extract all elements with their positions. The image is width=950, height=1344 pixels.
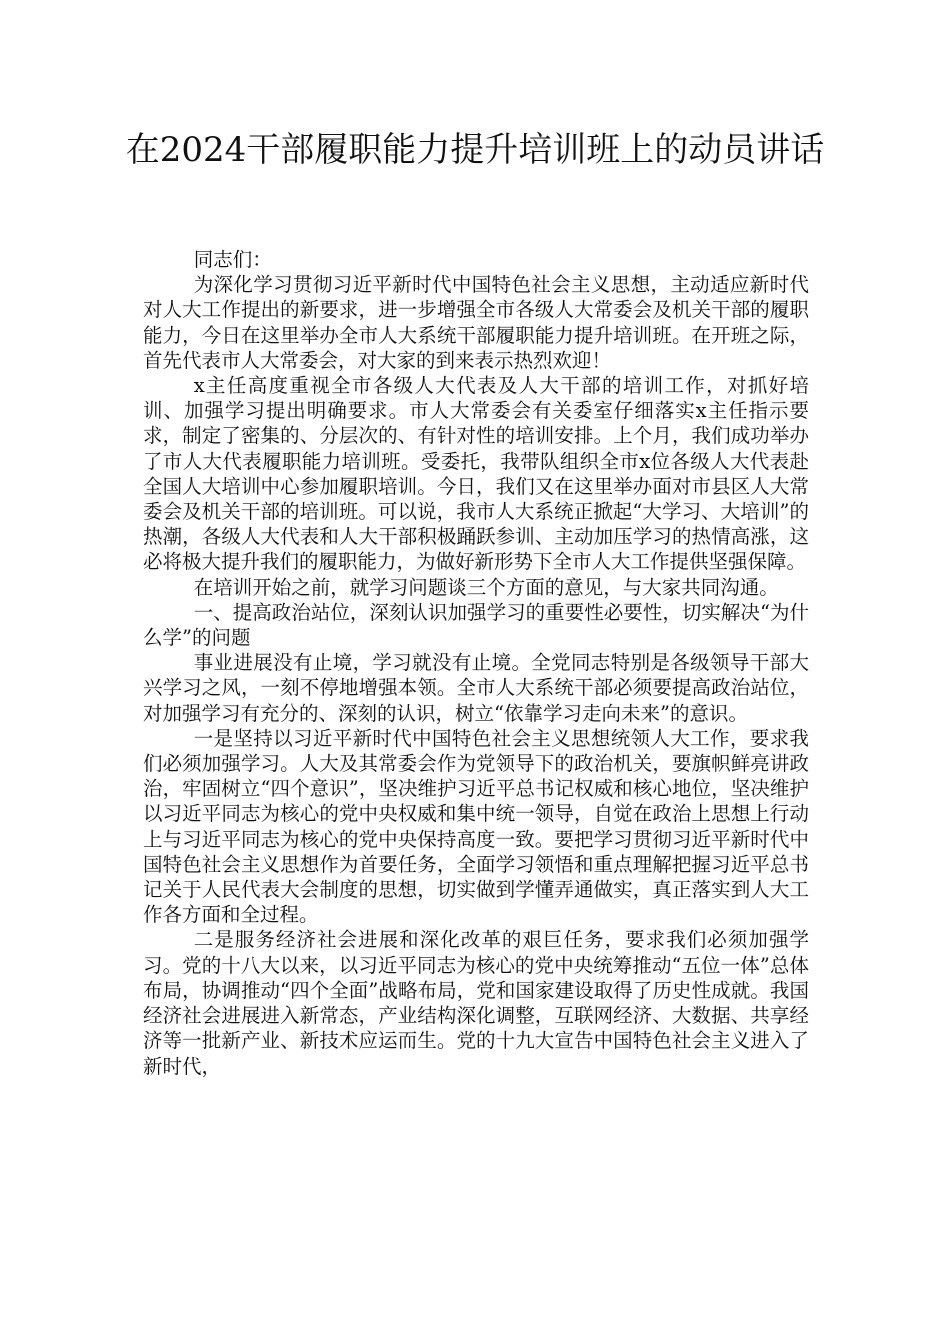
paragraph-opening: 为深化学习贯彻习近平新时代中国特色社会主义思想，主动适应新时代对人大工作提出的新要求，进一步增强全市各级人大常委会及机关干部的履职能力，今日在这里举办全市人大系统干部履职能力提升培训班。在开班之际，首先代表市人大常委会，对大家的到来表示热烈欢迎！ (143, 273, 809, 372)
section-heading-1: 一、提高政治站位，深刻认识加强学习的重要性必要性，切实解决“为什么学”的问题 (143, 600, 809, 650)
paragraph-intro: 在培训开始之前，就学习问题谈三个方面的意见，与大家共同沟通。 (193, 575, 779, 599)
paragraph-point-one: 一是坚持以习近平新时代中国特色社会主义思想统领人大工作，要求我们必须加强学习。人大及其常委会作为党领导下的政治机关，要旗帜鲜亮讲政治，牢固树立“四个意识”，坚决维护习近平总书记权威和核心地位，坚决维护以习近平同志为核心的党中央权威和集中统一领导，自觉在政治上思想上行动上与习近平同志为核心的党中央保持高度一致。要把学习贯彻习近平新时代中国特色社会主义思想作为首要任务，全面学习领悟和重点理解把握习近平总书记关于人民代表大会制度的思想，切实做到学懂弄通做实，真正落实到人大工作各方面和全过程。 (143, 726, 809, 927)
paragraph-training-work: x主任高度重视全市各级人大代表及人大干部的培训工作，对抓好培训、加强学习提出明确要求。市人大常委会有关委室仔细落实x主任指示要求，制定了密集的、分层次的、有针对性的培训安排。上个月，我们成功举办了市人大代表履职能力培训班。受委托，我带队组织全市x位各级人大代表赴全国人大培训中心参加履职培训。今日，我们又在这里举办面对市县区人大常委会及机关干部的培训班。可以说，我市人大系统正掀起“大学习、大培训”的热潮，各级人大代表和人大干部积极踊跃参训、主动加压学习的热情高涨，这必将极大提升我们的履职能力，为做好新形势下全市人大工作提供坚强保障。 (143, 374, 809, 574)
salutation: 同志们： (193, 248, 272, 271)
paragraph-learning: 事业进展没有止境，学习就没有止境。全党同志特别是各级领导干部大兴学习之风，一刻不停地增强本领。全市人大系统干部必须要提高政治站位，对加强学习有充分的、深刻的认识，树立“依靠学习走向未来”的意识。 (143, 651, 809, 725)
paragraph-point-two: 二是服务经济社会进展和深化改革的艰巨任务，要求我们必须加强学习。党的十八大以来，以习近平同志为核心的党中央统筹推动“五位一体”总体布局，协调推动“四个全面”战略布局，党和国家建设取得了历史性成就。我国经济社会进展进入新常态，产业结构深化调整，互联网经济、大数据、共享经济等一批新产业、新技术应运而生。党的十九大宣告中国特色社会主义进入了新时代， (143, 928, 809, 1078)
document-title: 在2024干部履职能力提升培训班上的动员讲话 (125, 130, 825, 170)
document-body (143, 247, 809, 1079)
